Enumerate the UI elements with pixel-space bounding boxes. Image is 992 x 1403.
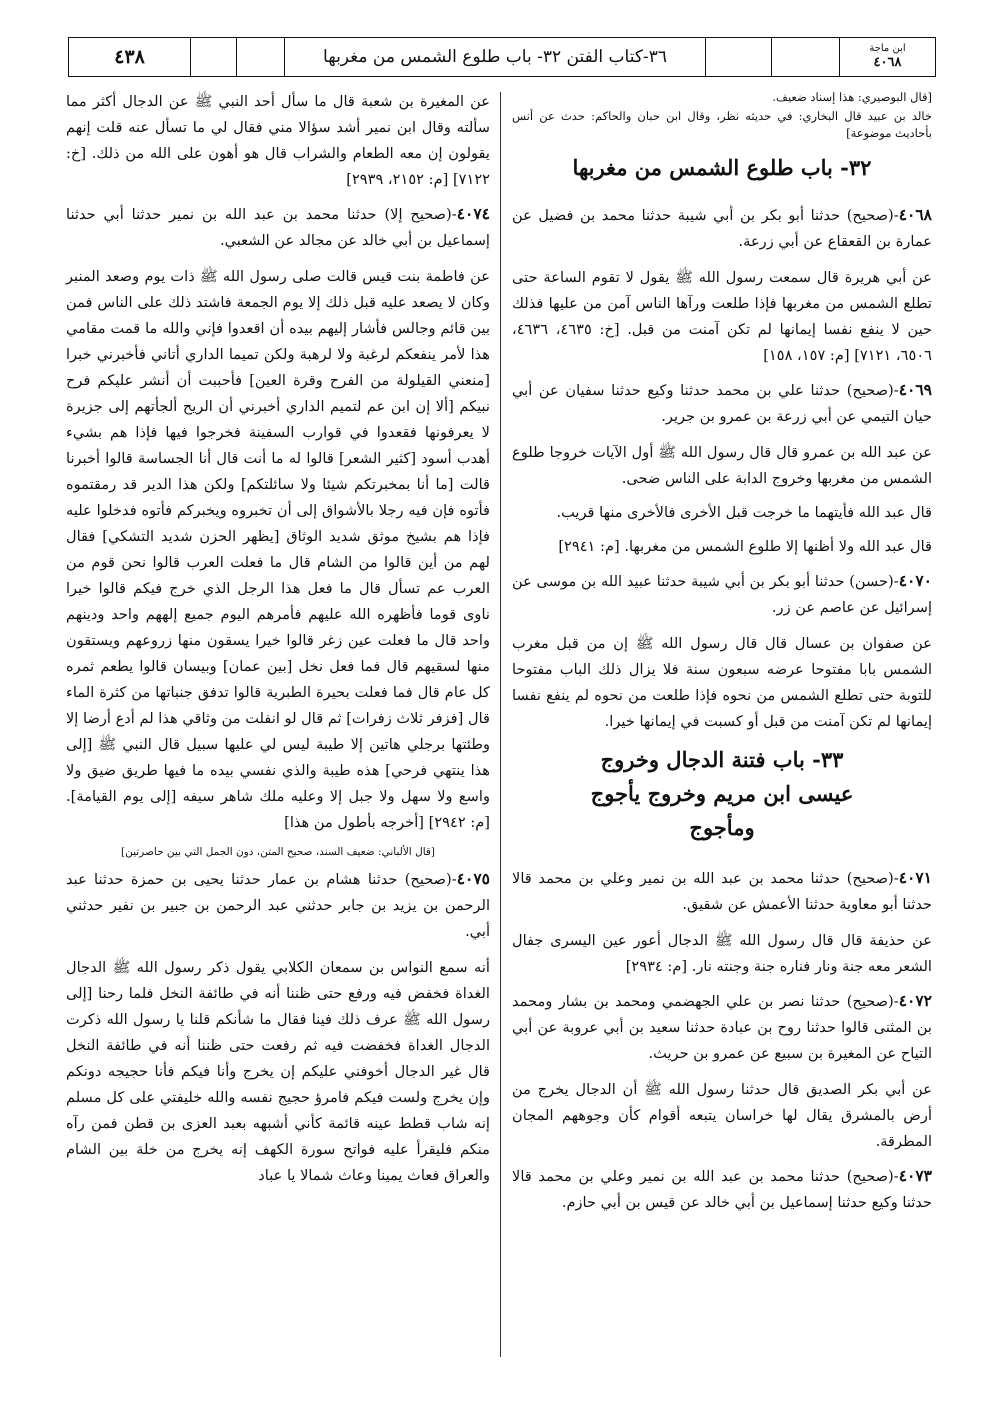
header-blank-cell (706, 38, 772, 76)
hadith-4069-isnad: ٤٠٦٩-(صحيح) حدثنا علي بن محمد حدثنا وكيع حدثنا سفيان عن أبي حيان التيمي عن أبي زرعة بن عمرو بن جرير. (512, 380, 932, 425)
hadith-4075-isnad: ٤٠٧٥-(صحيح) حدثنا هشام بن عمار حدثنا يحيى بن حمزة حدثنا عبد الرحمن بن يزيد بن جابر حدثني عبد الرحمن بن جبير بن نفير حدثني أبي. (66, 869, 490, 940)
header-blank-cell (237, 38, 285, 76)
running-title: ٣٦-كتاب الفتن ٣٢- باب طلوع الشمس من مغربها (285, 38, 706, 76)
hadith-4071-text: عن حذيفة قال قال رسول الله ﷺ الدجال أعور عين اليسرى جفال الشعر معه جنة ونار فناره جنة وجنته نار. [م: ٢٩٣٤] (512, 932, 932, 975)
hadith-4068-isnad: ٤٠٦٨-(صحيح) حدثنا أبو بكر بن أبي شيبة حدثنا محمد بن فضيل عن عمارة بن القعقاع عن أبي زرعة. (512, 205, 932, 250)
hadith-4074-text: عن فاطمة بنت قيس قالت صلى رسول الله ﷺ ذات يوم وصعد المنبر وكان لا يصعد عليه قبل ذلك إلا يوم الجمعة فاشتد ذلك على الناس فمن بين قائم وجالس فأشار إليهم بيده أن اقعدوا فإني والله ما قمت مقامي هذا لأمر ينفعكم لرغبة ولا لرهبة ولكن تميما الداري أتاني فأخبرني خبرا [منعني القيلولة من الفرح وقرة العين] فأحببت أن أنشر عليكم فرح نبيكم [ألا إن ابن عم لتميم الداري أخبرني أن الريح ألجأتهم إلى جزيرة لا يعرفونها فقعدوا في قوارب السفينة فخرجوا فيها فإذا هم بشيء أهدب أسود [كثير الشعر] قالوا له ما أنت قال أنا الجساسة قالوا أخبرنا قالت [ما أنا بمخبرتكم شيئا ولا سائلتكم] ولكن هذا الدير قد رمقتموه فأتوه فإن فيه رجلا بالأشواق إلى أن تخبروه ويخبركم فأتوه فدخلوا عليه فإذا هم بشيخ موثق شديد الوثاق [يظهر الحزن شديد التشكي] فقال لهم من أين قالوا من الشام قال ما فعلت العرب قالوا نحن قوم من العرب عم تسأل قال ما فعل هذا الرجل الذي خرج فيكم قالوا خيرا ناوى قوما فأظهره الله عليهم فأمرهم اليوم جميع إلههم واحد ودينهم واحد قال ما فعلت عين زغر قالوا خيرا يسقون منها زروعهم ويستقون منها لسقيهم قال فما فعل نخل [بين عمان] وبيسان قالوا يطعم ثمره كل عام قال فما فعلت بحيرة الطبرية قالوا تدفق جنباتها من كثرة الماء قال [فزفر ثلاث زفرات] ثم قال لو انفلت من وثاقي هذا لم أدع أرضا إلا وطئتها برجلي هاتين إلا طيبة ليس لي عليها سبيل قال النبي ﷺ [إلى هذا ينتهي فرحي] هذه طيبة والذي نفسي بيده ما فيها طريق ضيق ولا واسع ولا سهل ولا جبل إلا وعليه ملك شاهر سيفه [إلى يوم القيامة]. [م: ٢٩٤٢] [أخرجه بأطول من هذا] (65, 268, 490, 831)
hadith-4073-text: عن المغيرة بن شعبة قال ما سأل أحد النبي ﷺ عن الدجال أكثر مما سألته وقال ابن نمير أشد سؤالا مني فقال لي ما تسأل عنه قلت إنهم يقولون إن معه الطعام والشراب قال هو أهون على الله من ذلك. [خ: ٧١٢٢] [م: ٢١٥٢، ٢٩٣٩] (66, 93, 490, 188)
hadith-4068-text: عن أبي هريرة قال سمعت رسول الله ﷺ يقول لا تقوم الساعة حتى تطلع الشمس من مغربها فإذا طلعت ورآها الناس آمن من عليها فذلك حين لا ينفع نفسا إيمانها لم تكن آمنت من قبل. [خ: ٤٦٣٥، ٤٦٣٦، ٦٥٠٦، ٧١٢١] [م: ١٥٧، ١٥٨] (512, 269, 932, 364)
albani-note: [قال الألباني: ضعيف السند، صحيح المتن، دون الجمل التي بين حاصرتين] (120, 846, 436, 858)
hadith-4072-text: عن أبي بكر الصديق قال حدثنا رسول الله ﷺ أن الدجال يخرج من أرض بالمشرق يقال لها خراسان يتبعه أقوام كأن وجوههم المجان المطرقة. (512, 1081, 932, 1150)
hadith-4074-isnad: ٤٠٧٤-(صحيح إلا) حدثنا محمد بن عبد الله بن نمير حدثنا أبي حدثنا إسماعيل بن أبي خالد عن مجالد عن الشعبي. (66, 204, 490, 249)
chapter-heading-line: ومأجوج (689, 815, 755, 840)
hadith-4070-text: عن صفوان بن عسال قال قال رسول الله ﷺ إن من قبل مغرب الشمس بابا مفتوحا عرضه سبعون سنة فلا يزال ذلك الباب مفتوحا للتوبة حتى تطلع الشمس من نحوه فإذا طلعت من نحوه لم ينفع نفسا إيمانها لم تكن آمنت من قبل أو كسبت في إيمانها خيرا. (512, 635, 932, 730)
hadith-reference (840, 38, 935, 76)
hadith-number: ٤٠٧٥ (456, 869, 490, 888)
page-number: ٤٣٨ (69, 38, 191, 76)
reference-number: ٤٠٦٨ (873, 55, 902, 71)
footnote-busiri: [قال البوصيري: هذا إسناد ضعيف. (772, 90, 932, 104)
right-column (512, 89, 932, 1226)
page-header (68, 37, 936, 77)
column-divider (500, 92, 501, 1357)
hadith-number: ٤٠٧٠ (898, 571, 932, 590)
reference-label: ابن ماجة (869, 42, 906, 54)
left-column (66, 89, 490, 1197)
hadith-4069-text: قال عبد الله فأيتهما ما خرجت قبل الأخرى فالأخرى منها قريب. (556, 504, 932, 521)
header-blank-cell (772, 38, 840, 76)
hadith-number: ٤٠٧١ (898, 868, 932, 887)
hadith-number: ٤٠٧٤ (456, 204, 490, 223)
hadith-4071-isnad: ٤٠٧١-(صحيح) حدثنا محمد بن عبد الله بن نمير وعلي بن محمد قالا حدثنا أبو معاوية حدثنا الأعمش عن شقيق. (512, 868, 932, 913)
hadith-4072-isnad: ٤٠٧٢-(صحيح) حدثنا نصر بن علي الجهضمي ومحمد بن بشار ومحمد بن المثنى قالوا حدثنا روح بن عبادة حدثنا سعيد بن أبي عروبة عن أبي التياح عن المغيرة بن سبيع عن عمرو بن حريث. (512, 991, 932, 1062)
chapter-heading-line: عيسى ابن مريم وخروج يأجوج (590, 781, 854, 806)
hadith-number: ٤٠٧٣ (898, 1166, 932, 1185)
hadith-4070-isnad: ٤٠٧٠-(حسن) حدثنا أبو بكر بن أبي شيبة حدثنا عبيد الله بن موسى عن إسرائيل عن عاصم عن زر. (512, 571, 932, 616)
hadith-number: ٤٠٦٩ (898, 380, 932, 399)
hadith-4075-text: أنه سمع النواس بن سمعان الكلابي يقول ذكر رسول الله ﷺ الدجال الغداة فخفض فيه ورفع حتى ظننا أنه في طائفة النخل فلما رحنا [إلى رسول الله ﷺ عرف ذلك فينا فقال ما شأنكم قلنا يا رسول الله ذكرت الدجال الغداة فخفضت فيه ثم رفعت حتى ظننا أنه في طائفة النخل قال غير الدجال أخوفني عليكم إن يخرج وأنا فيكم فأنا حجيجه دونكم وإن يخرج ولست فيكم فامرؤ حجيج نفسه والله خليفتي على كل مسلم إنه شاب قطط عينه قائمة كأني أشبهه بعبد العزى بن قطن فمن رآه منكم فليقرأ عليه فواتح سورة الكهف إنه يخرج من خلة بين الشام والعراق فعاث يمينا وعاث شمالا يا عباد (66, 959, 490, 1184)
footnote-narrator: خالد بن عبيد قال البخاري: في حديثه نظر، وقال ابن حبان والحاكم: حدث عن أنس بأحاديث موضوعة] (512, 109, 932, 140)
chapter-heading-33 (512, 743, 932, 845)
hadith-number: ٤٠٧٢ (898, 991, 932, 1010)
hadith-4069-text: قال عبد الله ولا أظنها إلا طلوع الشمس من مغربها. [م: ٢٩٤١] (558, 538, 932, 555)
header-blank-cell (191, 38, 237, 76)
hadith-4073-isnad: ٤٠٧٣-(صحيح) حدثنا محمد بن عبد الله بن نمير وعلي بن محمد قالا حدثنا وكيع حدثنا إسماعيل بن أبي خالد عن قيس بن أبي حازم. (512, 1166, 932, 1211)
hadith-number: ٤٠٦٨ (898, 205, 932, 224)
hadith-4069-text: عن عبد الله بن عمرو قال قال رسول الله ﷺ أول الآيات خروجا طلوع الشمس من مغربها وخروج الدابة على الناس ضحى. (512, 444, 932, 487)
chapter-heading-32: ٣٢- باب طلوع الشمس من مغربها (572, 155, 872, 180)
chapter-heading-line: ٣٣- باب فتنة الدجال وخروج (600, 747, 844, 772)
